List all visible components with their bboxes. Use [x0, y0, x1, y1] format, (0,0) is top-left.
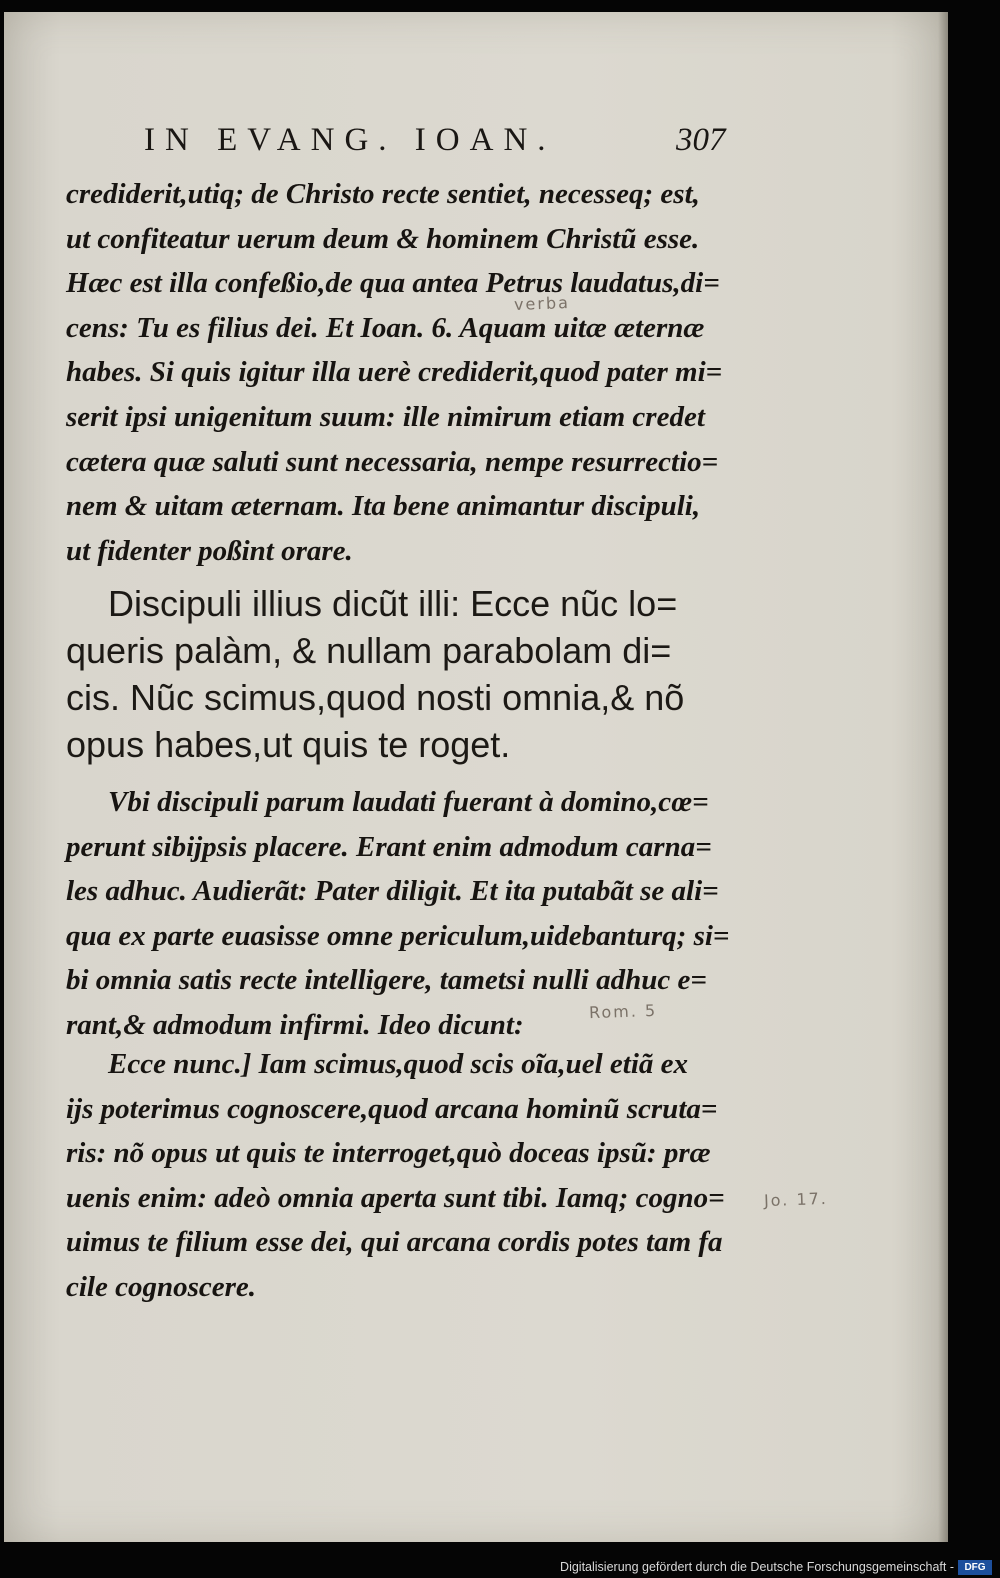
book-page: [4, 12, 948, 1542]
text-line: serit ipsi unigenitum suum: ille nimirum etiam credet: [66, 400, 705, 433]
text-line: Hæc est illa confeßio,de qua antea Petrus laudatus,di=: [66, 267, 720, 300]
text-line: perunt sibijpsis placere. Erant enim admodum carna=: [66, 830, 712, 863]
lemma-line: Discipuli illius dicũt illi: Ecce nũc lo=: [108, 583, 678, 624]
text-line: nem & uitam æternam. Ita bene animantur discipuli,: [66, 490, 701, 523]
handwritten-annotation-jo: Jo. 17.: [763, 1188, 829, 1211]
commentary-paragraph-2: [66, 780, 766, 1048]
text-line: ris: nõ opus ut quis te interroget,quò doceas ipsũ: præ: [66, 1137, 711, 1170]
text-line: uenis enim: adeò omnia aperta sunt tibi. Iamq; cogno=: [66, 1181, 725, 1214]
dfg-logo: DFG: [958, 1560, 992, 1575]
text-line: ut confiteatur uerum deum & hominem Christũ esse.: [66, 222, 700, 255]
text-line: crediderit,utiq; de Christo recte sentiet, necesseq; est,: [66, 178, 700, 210]
text-line: rant,& admodum infirmi. Ideo dicunt:: [66, 1008, 524, 1041]
commentary-paragraph-3: [66, 1042, 766, 1310]
lemma-line: opus habes,ut quis te roget.: [66, 724, 511, 765]
text-line: bi omnia satis recte intelligere, tametsi nulli adhuc e=: [66, 964, 707, 997]
text-line: les adhuc. Audierãt: Pater diligit. Et ita putabãt se ali=: [66, 875, 719, 908]
page-number: 307: [676, 122, 726, 158]
commentary-paragraph-1: [66, 172, 766, 573]
text-line: cætera quæ saluti sunt necessaria, nempe resurrectio=: [66, 445, 719, 478]
text-line: cens: Tu es filius dei. Et Ioan. 6. Aquam uitæ æternæ: [66, 311, 705, 344]
lemma-line: cis. Nũc scimus,quod nosti omnia,& nõ: [66, 677, 685, 718]
lemma-line: queris palàm, & nullam parabolam di=: [66, 630, 672, 671]
text-line: ijs poterimus cognoscere,quod arcana hominũ scruta=: [66, 1092, 718, 1125]
handwritten-annotation-rom: Rom. 5: [588, 1000, 658, 1023]
running-title: IN EVANG. IOAN.: [144, 122, 556, 158]
scripture-lemma: [66, 580, 766, 768]
handwritten-annotation-verba: verba: [513, 293, 571, 314]
text-line: Ecce nunc.] Iam scimus,quod scis oĩa,uel etiã ex: [108, 1048, 688, 1080]
text-line: ut fidenter poßint orare.: [66, 534, 353, 567]
text-line: cile cognoscere.: [66, 1270, 257, 1303]
text-line: uimus te filium esse dei, qui arcana cordis potes tam fa: [66, 1226, 723, 1259]
digitization-credit: Digitalisierung gefördert durch die Deutsche Forschungsgemeinschaft -: [560, 1560, 954, 1574]
text-line: qua ex parte euasisse omne periculum,uidebanturq; si=: [66, 919, 730, 952]
text-line: Vbi discipuli parum laudati fuerant à domino,cœ=: [108, 786, 709, 818]
text-line: habes. Si quis igitur illa uerè crediderit,quod pater mi=: [66, 356, 723, 389]
page-edge-shadow: [938, 12, 948, 1542]
running-head: [4, 122, 948, 168]
footer-bar: [0, 1556, 1000, 1578]
